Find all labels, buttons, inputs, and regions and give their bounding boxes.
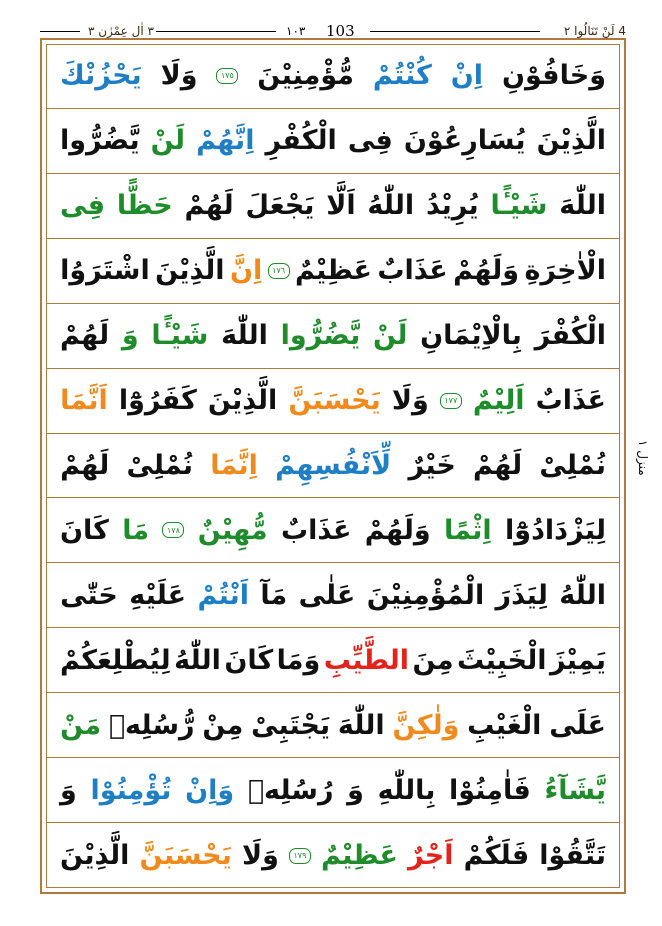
word: اِنَّمَا xyxy=(210,449,258,481)
text-line xyxy=(46,109,620,174)
word: وَلَا xyxy=(241,840,279,872)
text-line xyxy=(46,239,620,304)
page-number-arabic: ١٠٣ xyxy=(286,24,306,38)
word: حَظًّا xyxy=(116,190,173,222)
header-rule-center-left xyxy=(156,31,276,32)
word: عَظِيْمٌ xyxy=(320,840,398,872)
word: اَلِيْمٌ xyxy=(472,385,525,417)
ayah-marker: ١٧٧ xyxy=(440,393,462,409)
word: اللّٰهَ xyxy=(337,709,385,741)
word: الْكُفْرِ xyxy=(265,125,337,157)
word: لَهُمْ xyxy=(60,449,110,481)
word: يَجْعَلَ xyxy=(245,190,315,222)
word: عَظِيْمٌ xyxy=(295,255,372,287)
word: يُسَارِعُوْنَ xyxy=(403,125,526,157)
text-line xyxy=(46,174,620,239)
word: الَّذِيْنَ xyxy=(536,125,606,157)
word: اَنْتُمْ xyxy=(197,579,250,611)
word: وَاِنْ xyxy=(185,774,235,806)
word: يَحْزُنْكَ xyxy=(60,60,142,92)
word: مَنْ xyxy=(60,709,102,741)
word: وَ xyxy=(347,774,364,806)
word: شَيْـًٔا xyxy=(151,320,209,352)
word: لَنْ xyxy=(372,320,408,352)
word: وَلَا xyxy=(160,60,198,92)
word: رُسُلِهٖ xyxy=(247,774,334,806)
word: يَجْتَبِىْ xyxy=(251,709,331,741)
word: نُمْلِىْ xyxy=(539,449,606,481)
word: الَّذِيْنَ xyxy=(207,385,278,417)
word: اللّٰهُ xyxy=(367,190,415,222)
word: عَلٰى xyxy=(298,579,356,611)
text-line xyxy=(46,693,620,758)
word: الْغَيْبِ xyxy=(467,709,542,741)
word: عَلَى xyxy=(549,709,606,741)
word: يَحْسَبَنَّ xyxy=(288,385,381,417)
word: عَلَيْهِ xyxy=(129,579,187,611)
word: عَذَابٌ xyxy=(535,385,606,417)
word: يَّضُرُّوا xyxy=(280,320,361,352)
word: اِنَّهُمْ xyxy=(196,125,255,157)
text-line xyxy=(46,498,620,563)
ayah-marker: ١٧٨ xyxy=(162,522,184,538)
word: فَاٰمِنُوْا xyxy=(449,774,531,806)
word: يَّشَآءُ xyxy=(544,774,606,806)
word: اِنَّ xyxy=(229,255,263,287)
text-line xyxy=(46,758,620,823)
word: الَّذِيْنَ xyxy=(155,255,225,287)
word: وَمَا xyxy=(276,644,321,676)
word: شَيْـًٔا xyxy=(490,190,548,222)
word: تُؤْمِنُوْا xyxy=(90,774,172,806)
word: يَّضُرُّوا xyxy=(60,125,140,157)
word: يَحْسَبَنَّ xyxy=(139,840,232,872)
word: وَلَهُمْ xyxy=(453,255,520,287)
word: وَلٰكِنَّ xyxy=(392,709,460,741)
word: الَّذِيْنَ xyxy=(60,840,130,872)
text-line xyxy=(46,563,620,628)
word: اشْتَرَوُا xyxy=(60,255,150,287)
page-number: 103 xyxy=(326,22,355,40)
word: تَتَّقُوْا xyxy=(539,840,606,872)
word: الْكُفْرَ xyxy=(534,320,606,352)
ayah-marker: ١٧٥ xyxy=(216,68,238,84)
word: مِنَ xyxy=(412,644,454,676)
text-line xyxy=(46,628,620,693)
word: لَهُمْ xyxy=(473,449,523,481)
text-line xyxy=(46,823,620,888)
word: فَلَكُمْ xyxy=(463,840,530,872)
word: لَهُمْ xyxy=(60,320,110,352)
word: الْاٰخِرَةِ xyxy=(524,255,606,287)
word: يَمِيْزَ xyxy=(549,644,606,676)
word: اِثْمًا xyxy=(444,514,492,546)
juz-name-header: 4 لَنْ تَنَالُوا ٢ xyxy=(563,24,626,38)
word: خَيْرٌ xyxy=(408,449,456,481)
word: وَ xyxy=(121,320,139,352)
quran-text-body xyxy=(46,44,620,888)
word: مُّؤْمِنِيْنَ xyxy=(257,60,354,92)
word: اللّٰهُ xyxy=(174,644,221,676)
word: وَ xyxy=(60,774,77,806)
word: اَلَّا xyxy=(326,190,356,222)
word: رُّسُلِهٖ xyxy=(108,709,195,741)
word: اللّٰهُ xyxy=(559,579,606,611)
word: عَذَابٌ xyxy=(377,255,448,287)
word: اَجْرٌ xyxy=(408,840,454,872)
word: مِنْ xyxy=(202,709,244,741)
word: عَذَابٌ xyxy=(281,514,352,546)
surah-name-header: ٣ اٰلِ عِمْرٰن ٣ xyxy=(88,24,154,38)
word: اَنَّمَا xyxy=(60,385,108,417)
word: مَآ xyxy=(260,579,288,611)
word: لَهُمْ xyxy=(184,190,234,222)
word: اِنْ xyxy=(450,60,484,92)
word: وَلَا xyxy=(391,385,429,417)
word: يُرِيْدُ xyxy=(425,190,479,222)
text-line xyxy=(46,434,620,499)
word: وَخَافُوْنِ xyxy=(501,60,606,92)
word: كَانَ xyxy=(60,514,109,546)
ayah-marker: ١٧٦ xyxy=(268,263,290,279)
word: حَتّٰى xyxy=(60,579,118,611)
word: نُمْلِىْ xyxy=(126,449,194,481)
text-line xyxy=(46,44,620,109)
word: بِاللّٰهِ xyxy=(377,774,436,806)
word: مَا xyxy=(122,514,150,546)
text-line xyxy=(46,304,620,369)
header-rule-center-right xyxy=(370,31,540,32)
word: وَلَهُمْ xyxy=(364,514,431,546)
word: الْمُؤْمِنِيْنَ xyxy=(366,579,485,611)
word: لِّاَنْفُسِهِمْ xyxy=(275,449,392,481)
header-rule-left xyxy=(40,31,80,32)
word: لِيَزْدَادُوْٓا xyxy=(505,514,606,546)
word: الطَّيِّبِ xyxy=(323,644,410,676)
word: لِيَذَرَ xyxy=(495,579,548,611)
word: بِالْاِيْمَانِ xyxy=(420,320,522,352)
word: الْخَبِيْثَ xyxy=(457,644,547,676)
word: اللّٰهَ xyxy=(221,320,268,352)
word: كَفَرُوْٓا xyxy=(118,385,197,417)
word: كُنْتُمْ xyxy=(372,60,432,92)
word: فِى xyxy=(347,125,393,157)
word: لَنْ xyxy=(150,125,186,157)
manzil-marker: منزل ١ xyxy=(636,440,650,476)
word: اللّٰهَ xyxy=(559,190,606,222)
word: فِى xyxy=(60,190,106,222)
word: مُّهِيْنٌ xyxy=(197,514,268,546)
word: لِيُطْلِعَكُمْ xyxy=(60,644,171,676)
word: كَانَ xyxy=(224,644,274,676)
ayah-marker: ١٧٩ xyxy=(289,848,311,864)
text-line xyxy=(46,369,620,434)
